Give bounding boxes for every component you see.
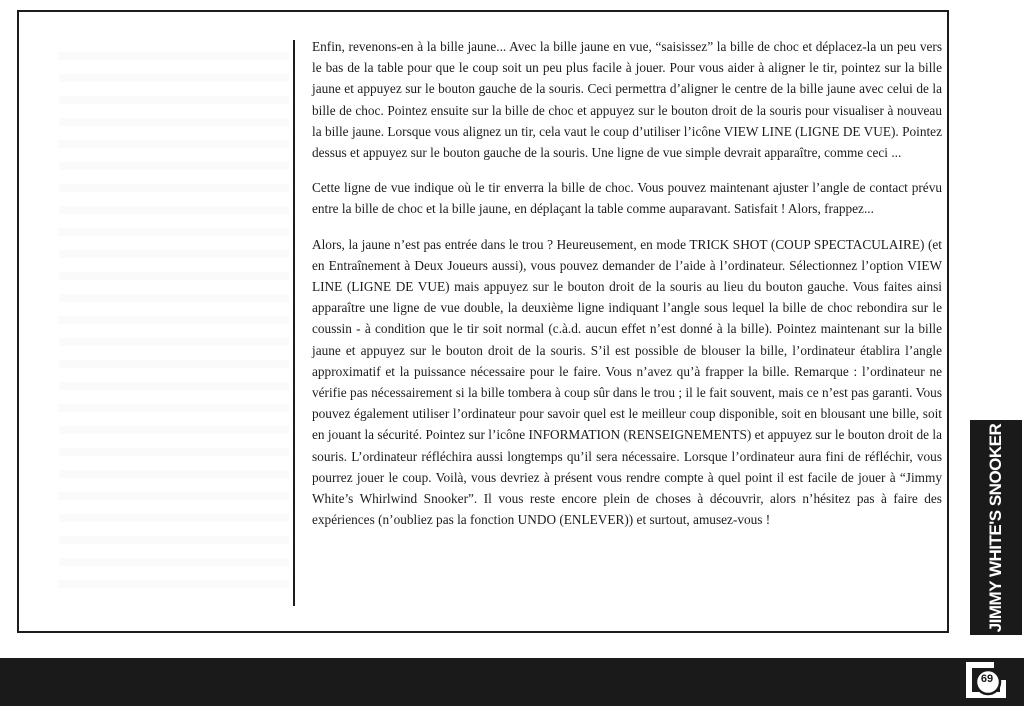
paragraph-1: Enfin, revenons-en à la bille jaune... Avec la bille jaune en vue, “saisissez” la bille de choc et déplacez-la un peu vers le bas de la table pour que le coup soit un peu plus facile à jouer. Pour vous aider à aligner le tir, pointez sur la bille jaune et appuyez sur le bouton gauche de la souris. Ceci permettra d’aligner le centre de la bille jaune avec celui de la bille de choc. Pointez ensuite sur la bille de choc et appuyez sur le bouton droit de la souris pour visualiser à nouveau la bille jaune. Lorsque vous alignez un tir, cela vaut le coup d’utiliser l’icône VIEW LINE (LIGNE DE VUE). Pointez dessus et appuyez sur le bouton gauche de la souris. Une ligne de vue simple devrait apparaître, comme ceci ... (312, 39, 942, 161)
page-number: 69 (980, 673, 994, 685)
side-title-tab (970, 420, 1022, 635)
paragraph-3: Alors, la jaune n’est pas entrée dans le trou ? Heureusement, en mode TRICK SHOT (COUP SPECTACULAIRE) (et en Entraînement à Deux Joueurs aussi), vous pouvez demander de l’aide à l’ordinateur. Sélectionnez l’option VIEW LINE (LIGNE DE VUE) mais appuyez sur le bouton droit de la souris au lieu du bouton gauche. Vous faites ainsi apparaître une ligne de vue double, la deuxième ligne indiquant l’angle sous lequel la bille de choc rebondira sur le coussin - à condition que le tir soit normal (c.à.d. aucun effet n’est donné à la bille). Pointez maintenant sur la bille jaune et appuyez sur le bouton droit de la souris. S’il est possible de blouser la bille, l’ordinateur établira l’angle approximatif et la puissance nécessaire pour le faire. Vous n’avez qu’à frapper la bille. Remarque : l’ordinateur ne vérifie pas nécessairement si la bille tombera à coup sûr dans le trou ; il le fait souvent, mais ce n’est pas garanti. Vous pouvez également utiliser l’ordinateur pour savoir quel est le meilleur coup disponible, soit en blousant une bille, soit en jouant la sécurité. Pointez sur l’icône INFORMATION (RENSEIGNEMENTS) et appuyez sur le bouton droit de la souris. L’ordinateur réfléchira aussi longtemps qu’il sera nécessaire. Lorsque l’ordinateur aura fini de réfléchir, vous pourrez jouer le coup. Voilà, vous devriez à présent vous rendre compte à quel point il est facile de jouer à “Jimmy White’s Whirlwind Snooker”. Il vous reste encore plein de choses à découvrir, alors n’hésitez pas à faire des expériences (n’oubliez pas la fonction UNDO (ENLEVER)) et surtout, amusez-vous ! (312, 236, 942, 528)
side-title-label: JIMMY WHITE'S SNOOKER (986, 423, 1005, 632)
bleed-through-column (59, 52, 289, 592)
paragraph-2: Cette ligne de vue indique où le tir enverra la bille de choc. Vous pouvez maintenant ajuster l’angle de contact prévu entre la bille de choc et la bille jaune, en déplaçant la table comme auparavant. Satisfait ! Alors, frappez... (312, 180, 942, 217)
body-text (312, 36, 942, 544)
column-divider (293, 40, 295, 606)
footer-bar (0, 658, 1024, 706)
